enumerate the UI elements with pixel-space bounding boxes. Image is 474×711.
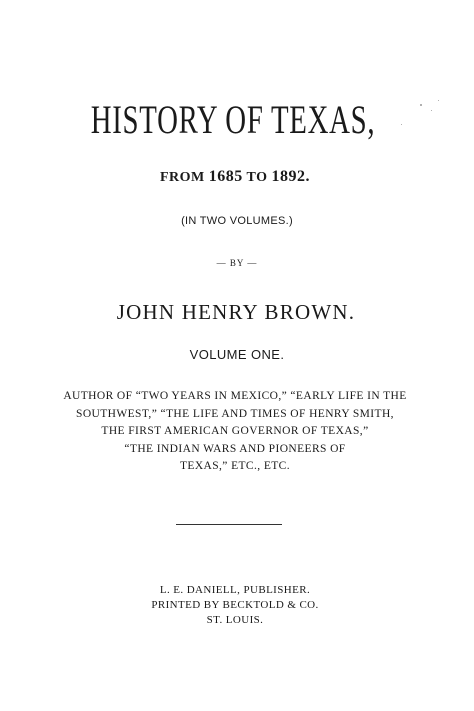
- paper-speck: [420, 104, 422, 106]
- printer-line: PRINTED BY BECKTOLD & CO.: [151, 599, 319, 611]
- other-works-line: THE FIRST AMERICAN GOVERNOR OF TEXAS,”: [101, 425, 369, 437]
- volumes-note: (IN TWO VOLUMES.): [181, 215, 293, 227]
- author-name: JOHN HENRY BROWN.: [116, 300, 356, 324]
- volume-label: VOLUME ONE.: [189, 347, 285, 362]
- place-line: ST. LOUIS.: [206, 614, 264, 626]
- paper-speck: [401, 124, 402, 125]
- other-works-line: SOUTHWEST,” “THE LIFE AND TIMES OF HENRY SMITH,: [76, 407, 394, 420]
- subtitle-from: FROM: [160, 170, 205, 185]
- other-works-line: “THE INDIAN WARS AND PIONEERS OF: [124, 442, 346, 455]
- subtitle-to: TO: [246, 170, 268, 185]
- other-works-line: TEXAS,” ETC., ETC.: [179, 460, 291, 472]
- divider-rule: [176, 524, 282, 525]
- subtitle-start-year: 1685: [208, 168, 243, 185]
- publisher-line: L. E. DANIELL, PUBLISHER.: [159, 584, 311, 596]
- date-range-subtitle: [0, 168, 472, 186]
- other-works-block: [0, 388, 472, 476]
- paper-speck: [438, 100, 439, 101]
- by-line: — BY —: [216, 258, 258, 268]
- other-works-line: AUTHOR OF “TWO YEARS IN MEXICO,” “EARLY LIFE IN THE: [63, 390, 407, 402]
- paper-speck: [431, 110, 432, 111]
- publisher-block: [0, 583, 472, 628]
- subtitle-end-year: 1892.: [271, 168, 310, 185]
- book-title: HISTORY OF TEXAS,: [90, 97, 376, 142]
